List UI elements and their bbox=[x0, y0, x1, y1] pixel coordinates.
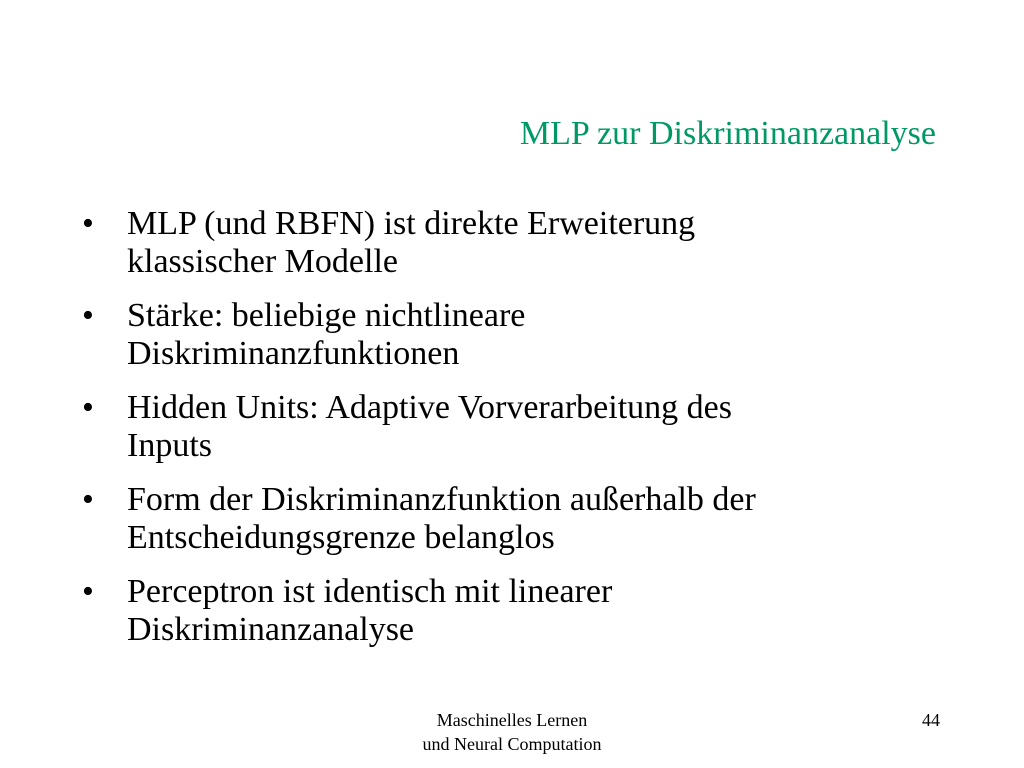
bullet-item bbox=[82, 205, 942, 281]
bullet-line: Form der Diskriminanzfunktion außerhalb der bbox=[127, 481, 756, 518]
bullet-line: MLP (und RBFN) ist direkte Erweiterung bbox=[127, 205, 696, 242]
bullet-line: klassischer Modelle bbox=[127, 243, 398, 280]
bullet-line: Inputs bbox=[127, 427, 212, 464]
bullet-list bbox=[82, 205, 942, 665]
bullet-text bbox=[127, 573, 942, 649]
bullet-marker: • bbox=[82, 481, 94, 518]
bullet-line: Entscheidungsgrenze belanglos bbox=[127, 519, 555, 556]
bullet-line: Diskriminanzfunktionen bbox=[127, 335, 460, 372]
bullet-item bbox=[82, 389, 942, 465]
bullet-marker: • bbox=[82, 297, 94, 334]
bullet-text bbox=[127, 389, 942, 465]
bullet-item bbox=[82, 481, 942, 557]
bullet-line: Hidden Units: Adaptive Vorverarbeitung des bbox=[127, 389, 732, 426]
bullet-text bbox=[127, 297, 942, 373]
bullet-line: Stärke: beliebige nichtlineare bbox=[127, 297, 526, 334]
bullet-marker: • bbox=[82, 389, 94, 426]
bullet-text bbox=[127, 481, 942, 557]
footer-course-title bbox=[362, 708, 662, 756]
bullet-line: Diskriminanzanalyse bbox=[127, 611, 415, 648]
bullet-item bbox=[82, 297, 942, 373]
bullet-text bbox=[127, 205, 942, 281]
bullet-marker: • bbox=[82, 573, 94, 610]
bullet-line: Perceptron ist identisch mit linearer bbox=[127, 573, 613, 610]
footer-line-1: Maschinelles Lernen bbox=[436, 710, 588, 730]
bullet-marker: • bbox=[82, 205, 94, 242]
footer-line-2: und Neural Computation bbox=[422, 734, 602, 754]
slide-title: MLP zur Diskriminanzanalyse bbox=[519, 115, 936, 152]
page-number: 44 bbox=[922, 710, 940, 730]
bullet-item bbox=[82, 573, 942, 649]
